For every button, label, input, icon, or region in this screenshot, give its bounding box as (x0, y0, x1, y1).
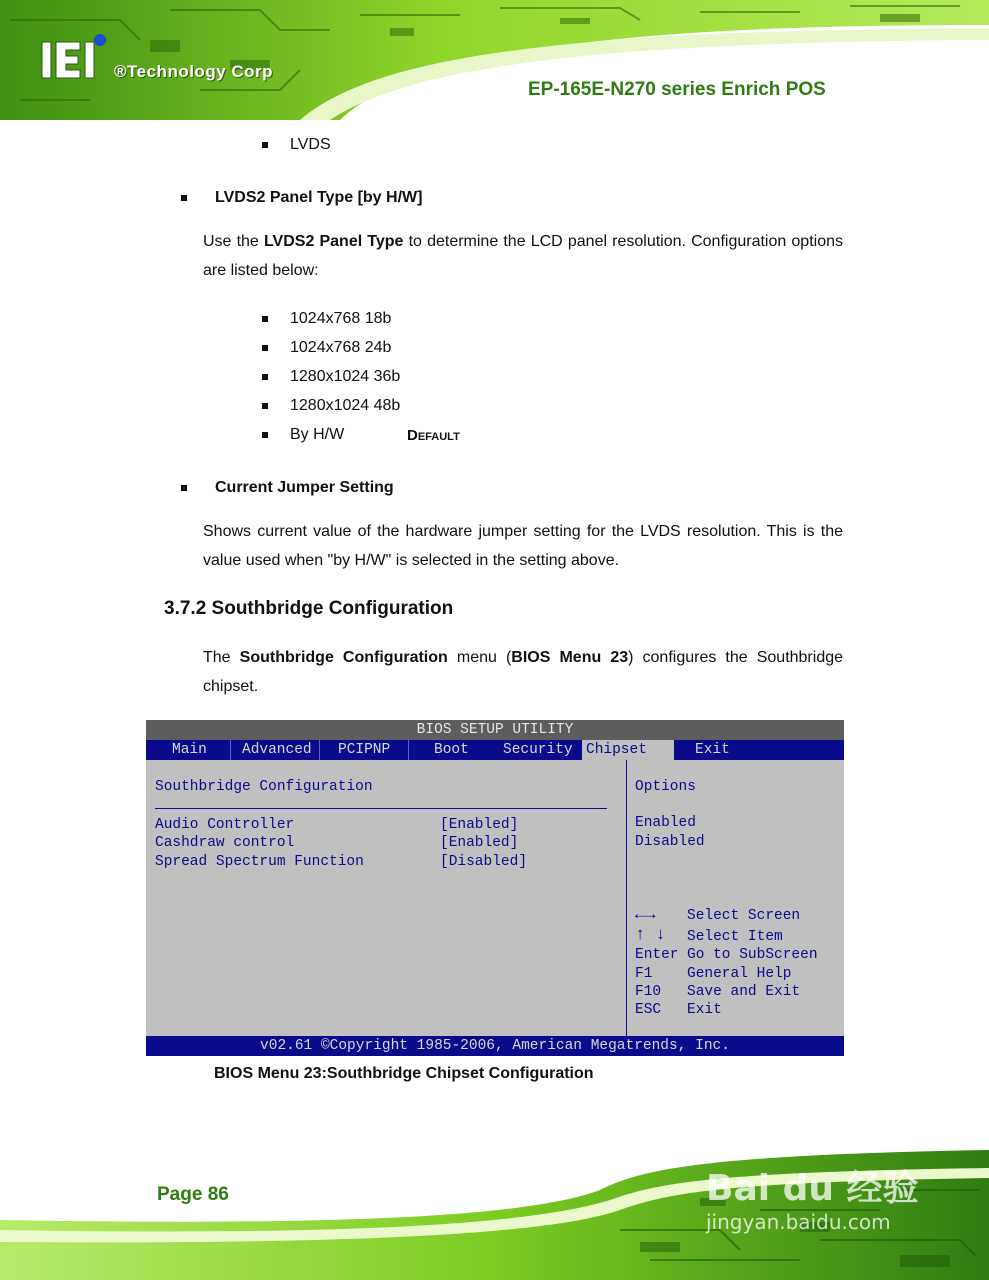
list-item: By H/W (290, 426, 345, 443)
bios-setting-label[interactable]: Cashdraw control (155, 835, 295, 851)
southbridge-paragraph: The Southbridge Configuration menu (BIOS Menu 23) configures the Southbridge chipset. (203, 649, 844, 695)
help-text: Exit (687, 1002, 722, 1018)
bios-setting-value[interactable]: [Enabled] (440, 817, 519, 833)
document-title: EP-165E-N270 series Enrich POS (528, 79, 826, 100)
help-text: Select Screen (687, 908, 801, 924)
bios-panel-divider (626, 760, 627, 1036)
bios-title: BIOS SETUP UTILITY (146, 720, 844, 740)
tab-main[interactable]: Main (172, 742, 207, 758)
help-key: F10 (635, 984, 662, 1000)
bios-footer: v02.61 ©Copyright 1985-2006, American Megatrends, Inc. (146, 1036, 844, 1056)
section-heading: 3.7.2 Southbridge Configuration (164, 598, 454, 619)
page-footer (0, 1130, 989, 1280)
bullet-icon (181, 485, 187, 491)
page-number: Page 86 (157, 1184, 229, 1205)
help-text: Save and Exit (687, 984, 801, 1000)
help-text: Go to SubScreen (687, 947, 818, 963)
tab-chipset[interactable]: Chipset (582, 740, 674, 760)
tab-exit[interactable]: Exit (695, 742, 730, 758)
figure-caption: BIOS Menu 23:Southbridge Chipset Configuration (214, 1065, 594, 1082)
circuit-board-banner (0, 0, 989, 120)
lvds2-paragraph: Use the LVDS2 Panel Type to determine the LCD panel resolution. Configuration options are listed below: (203, 233, 843, 279)
bios-divider (155, 808, 607, 809)
bios-option: Disabled (635, 834, 705, 850)
bios-setting-value[interactable]: [Enabled] (440, 835, 519, 851)
bios-screen (146, 720, 844, 1056)
bullet-icon (262, 345, 268, 351)
tab-separator (319, 740, 320, 760)
bullet-icon (262, 142, 268, 148)
list-item: 1024x768 18b (290, 310, 392, 327)
logo-text: ®Technology Corp (114, 62, 274, 81)
help-key: Enter (635, 947, 679, 963)
tab-pcipnp[interactable]: PCIPNP (338, 742, 391, 758)
tab-boot[interactable]: Boot (434, 742, 469, 758)
bullet-icon (262, 316, 268, 322)
up-down-arrows-icon: ↑ ↓ (635, 926, 666, 945)
tab-separator (230, 740, 231, 760)
help-text: General Help (687, 966, 792, 982)
left-right-arrows-icon: ←→ (635, 906, 656, 925)
bios-setting-label[interactable]: Audio Controller (155, 817, 295, 833)
watermark-text: Bai du 经验 (706, 1168, 919, 1209)
bios-setting-value[interactable]: [Disabled] (440, 854, 528, 870)
bullet-icon (262, 432, 268, 438)
watermark-url: jingyan.baidu.com (706, 1210, 891, 1234)
list-item: 1280x1024 36b (290, 368, 401, 385)
bios-setting-label[interactable]: Spread Spectrum Function (155, 854, 364, 870)
bios-options-title: Options (635, 779, 696, 795)
bios-option: Enabled (635, 815, 696, 831)
jumper-heading: Current Jumper Setting (215, 479, 394, 496)
help-key: ESC (635, 1002, 662, 1018)
tab-separator (408, 740, 409, 760)
bios-menu-bar (146, 740, 844, 760)
page-header (0, 0, 989, 120)
default-label: Default (407, 427, 460, 444)
jumper-paragraph: Shows current value of the hardware jumper setting for the LVDS resolution. This is the value used when "by H/W" is selected in the setting above. (203, 523, 843, 569)
bullet-icon (181, 195, 187, 201)
bullet-icon (262, 403, 268, 409)
iei-logo-mark (40, 34, 112, 80)
help-key: F1 (635, 966, 653, 982)
bios-section-title: Southbridge Configuration (155, 779, 373, 795)
help-text: Select Item (687, 929, 783, 945)
list-item: 1024x768 24b (290, 339, 392, 356)
list-item: LVDS (290, 136, 331, 153)
list-item: 1280x1024 48b (290, 397, 401, 414)
tab-security[interactable]: Security (503, 742, 573, 758)
lvds2-heading: LVDS2 Panel Type [by H/W] (215, 189, 423, 206)
bullet-icon (262, 374, 268, 380)
tab-advanced[interactable]: Advanced (242, 742, 312, 758)
